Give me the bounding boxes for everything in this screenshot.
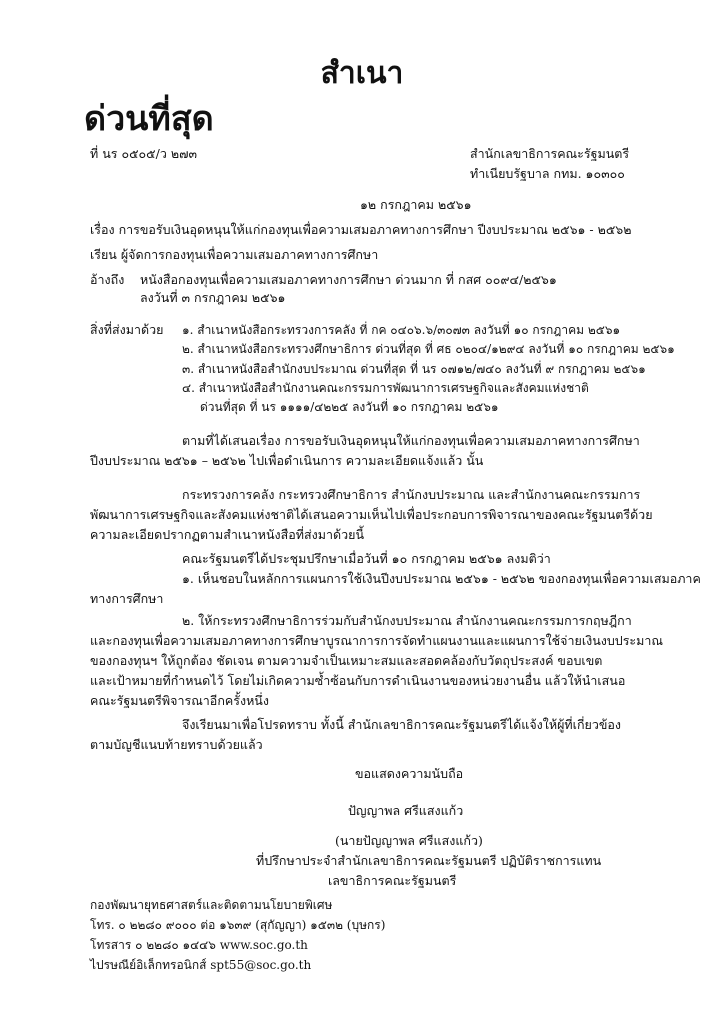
paragraph-1-line-1: ตามที่ได้เสนอเรื่อง การขอรับเงินอุดหนุนให้แก่กองทุนเพื่อความเสมอภาคทางการศึกษา — [182, 433, 640, 448]
document-date: ๑๒ กรกฎาคม ๒๕๖๑ — [360, 197, 472, 212]
paragraph-2-line-3: ความละเอียดปรากฏตามสำเนาหนังสือที่ส่งมาด้วยนี้ — [90, 527, 364, 542]
footer-telephone: โทร. ๐ ๒๒๘๐ ๙๐๐๐ ต่อ ๑๖๓๙ (สุกัญญา) ๑๕๓๒ (บุษกร) — [90, 918, 386, 932]
footer-fax: โทรสาร ๐ ๒๒๘๐ ๑๔๔๖ www.soc.go.th — [90, 938, 308, 952]
signatory-full-name: (นายปัญญาพล ศรีแสงแก้ว) — [335, 833, 483, 848]
enclosure-item: ๑. สำเนาหนังสือกระทรวงการคลัง ที่ กค ๐๔๐๖.๖/๓๐๗๓ ลงวันที่ ๑๐ กรกฎาคม ๒๕๖๑ — [182, 323, 621, 337]
enclosure-label: สิ่งที่ส่งมาด้วย — [90, 322, 164, 337]
paragraph-1-line-2: ปีงบประมาณ ๒๕๖๑ – ๒๕๖๒ ไปเพื่อดำเนินการ ความละเอียดแจ้งแล้ว นั้น — [90, 453, 484, 468]
closing-paragraph-line-2: ตามบัญชีแนบท้ายทราบด้วยแล้ว — [90, 737, 263, 752]
footer-division: กองพัฒนายุทธศาสตร์และติดตามนโยบายพิเศษ — [90, 898, 333, 912]
recipient-line: เรียน ผู้จัดการกองทุนเพื่อความเสมอภาคทางการศึกษา — [90, 247, 379, 262]
enclosure-item: ๒. สำเนาหนังสือกระทรวงศึกษาธิการ ด่วนที่สุด ที่ ศธ ๐๒๐๔/๑๒๙๔ ลงวันที่ ๑๐ กรกฎาคม ๒๕๖๑ — [182, 342, 675, 356]
closing-salutation: ขอแสดงความนับถือ — [355, 766, 464, 781]
subject-line: เรื่อง การขอรับเงินอุดหนุนให้แก่กองทุนเพื่อความเสมอภาคทางการศึกษา ปีงบประมาณ ๒๕๖๑ - ๒๕๖๒ — [90, 222, 632, 237]
signatory-position: ที่ปรึกษาประจำสำนักเลขาธิการคณะรัฐมนตรี ปฏิบัติราชการแทน — [256, 853, 602, 868]
enclosure-item: ๓. สำเนาหนังสือสำนักงบประมาณ ด่วนที่สุด ที่ นร ๐๗๑๒/๗๔๐ ลงวันที่ ๙ กรกฎาคม ๒๕๖๑ — [182, 362, 646, 376]
resolution-item-2-line-1: ๒. ให้กระทรวงศึกษาธิการร่วมกับสำนักงบประมาณ สำนักงานคณะกรรมการกฤษฎีกา — [182, 613, 632, 628]
resolution-item-2-line-2: และกองทุนเพื่อความเสมอภาคทางการศึกษาบูรณาการการจัดทำแผนงานและแผนการใช้จ่ายเงินงบประมาณ — [90, 633, 663, 648]
resolution-item-2-line-5: คณะรัฐมนตรีพิจารณาอีกครั้งหนึ่ง — [90, 693, 269, 708]
resolution-item-2-line-4: และเป้าหมายที่กำหนดไว้ โดยไม่เกิดความซ้ำซ้อนกับการดำเนินงานของหน่วยงานอื่น แล้วให้นำเสนอ — [90, 673, 626, 688]
resolution-item-1-line-2: ทางการศึกษา — [90, 591, 164, 606]
document-number: ที่ นร ๐๕๐๕/ว ๒๗๓ — [90, 146, 198, 161]
urgency-label: ด่วนที่สุด — [84, 99, 214, 139]
resolution-item-2-line-3: ของกองทุนฯ ให้ถูกต้อง ชัดเจน ตามความจำเป็นเหมาะสมและสอดคล้องกับวัตถุประสงค์ ขอบเขต — [90, 653, 603, 668]
reference-line-1: หนังสือกองทุนเพื่อความเสมอภาคทางการศึกษา ด่วนมาก ที่ กสศ ๐๐๙๔/๒๕๖๑ — [140, 272, 557, 287]
resolution-item-1-line-1: ๑. เห็นชอบในหลักการแผนการใช้เงินปีงบประมาณ ๒๕๖๑ - ๒๕๖๒ ของกองทุนเพื่อความเสมอภาค — [182, 571, 701, 586]
paragraph-2-line-2: พัฒนาการเศรษฐกิจและสังคมแห่งชาติได้เสนอความเห็นไปเพื่อประกอบการพิจารณาของคณะรัฐมนตรีด้วย — [90, 507, 653, 522]
signature-name: ปัญญาพล ศรีแสงแก้ว — [348, 803, 464, 818]
signatory-position-2: เลขาธิการคณะรัฐมนตรี — [328, 873, 457, 888]
issuer-address: ทำเนียบรัฐบาล กทม. ๑๐๓๐๐ — [470, 166, 625, 181]
resolution-intro: คณะรัฐมนตรีได้ประชุมปรึกษาเมื่อวันที่ ๑๐ กรกฎาคม ๒๕๖๑ ลงมติว่า — [182, 551, 551, 566]
footer-email: ไปรษณีย์อิเล็กทรอนิกส์ spt55@soc.go.th — [90, 958, 312, 972]
paragraph-2-line-1: กระทรวงการคลัง กระทรวงศึกษาธิการ สำนักงบประมาณ และสำนักงานคณะกรรมการ — [182, 487, 641, 502]
enclosure-item-continuation: ด่วนที่สุด ที่ นร ๑๑๑๑/๔๒๒๕ ลงวันที่ ๑๐ กรกฎาคม ๒๕๖๑ — [200, 400, 499, 414]
reference-line-2: ลงวันที่ ๓ กรกฎาคม ๒๕๖๑ — [140, 290, 286, 305]
reference-label: อ้างถึง — [90, 272, 125, 287]
closing-paragraph-line-1: จึงเรียนมาเพื่อโปรดทราบ ทั้งนี้ สำนักเลขาธิการคณะรัฐมนตรีได้แจ้งให้ผู้ที่เกี่ยวข้อง — [182, 717, 622, 732]
copy-mark: สำเนา — [320, 56, 404, 91]
enclosure-item: ๔. สำเนาหนังสือสำนักงานคณะกรรมการพัฒนาการเศรษฐกิจและสังคมแห่งชาติ — [182, 381, 589, 395]
issuer-office: สำนักเลขาธิการคณะรัฐมนตรี — [470, 146, 630, 161]
